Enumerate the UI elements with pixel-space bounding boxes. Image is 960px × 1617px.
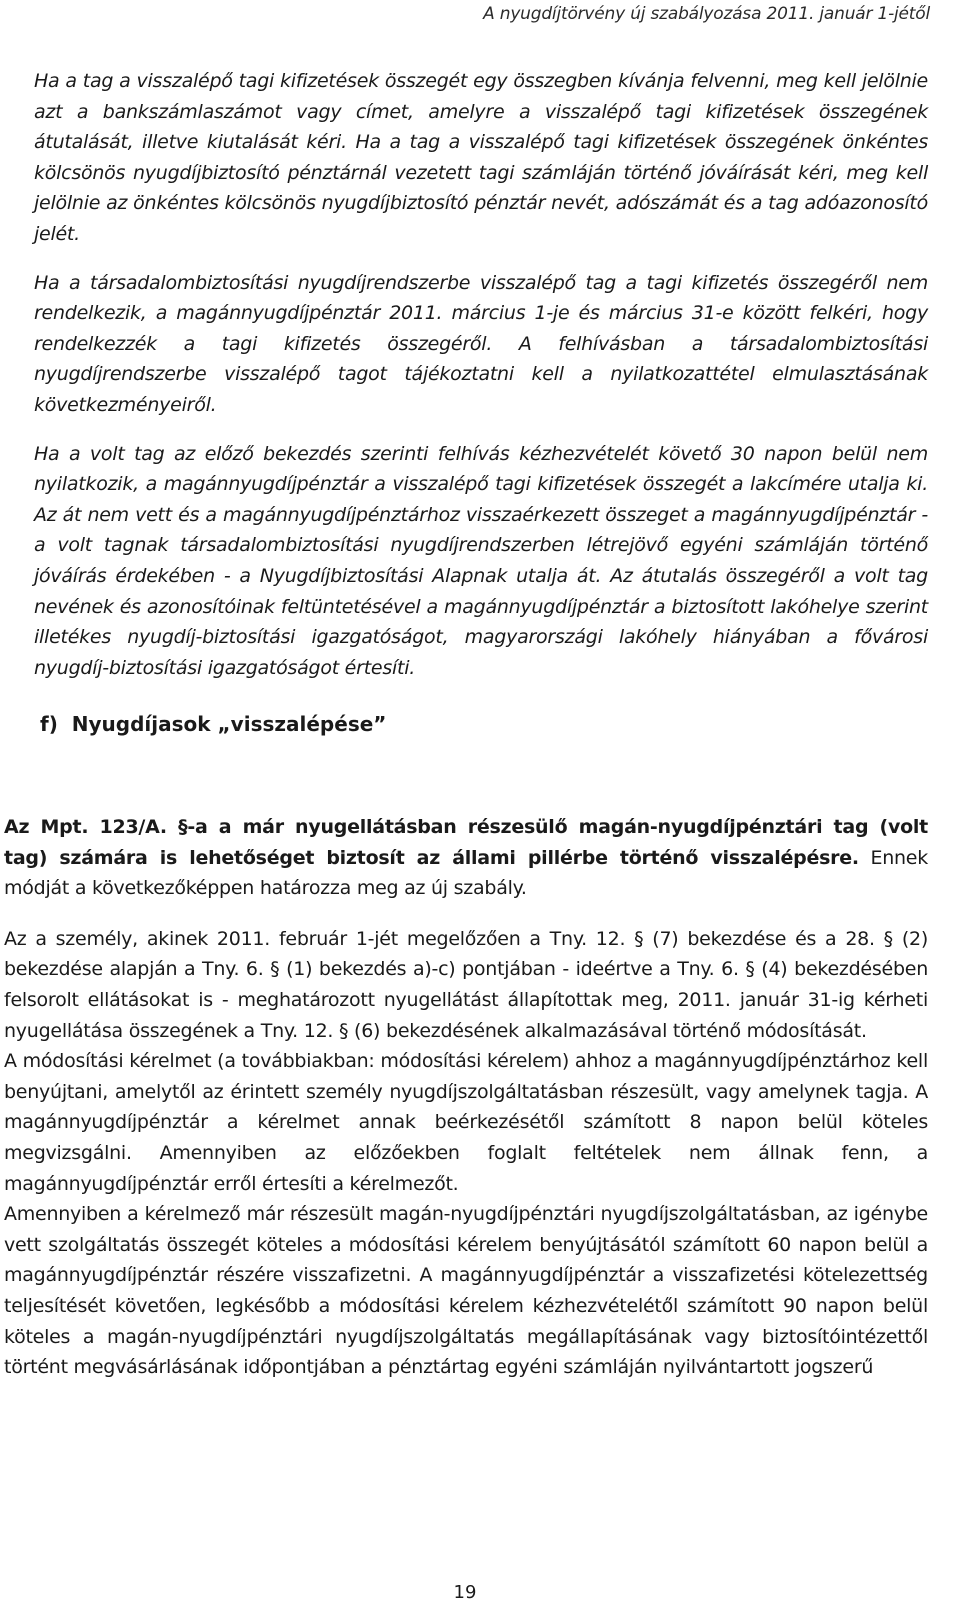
paragraph-mpt-intro (4, 812, 928, 904)
paragraph-no-disposition: Ha a társadalombiztosítási nyugdíjrendszerbe visszalépő tag a tagi kifizetés összegéről nem rendelkezik, a magánnyugdíjpénztár 2011. március 1-je és március 31-e között felkéri, hogy rendelkezzék a tagi kifizetés összegéről. A felhívásban a társadalombiztosítási nyugdíjrendszerbe visszalépő tagot tájékoztatni kell a nyilatkozattétel elmulasztásának következményeiről. (34, 271, 928, 416)
paragraph-modification-request: A módosítási kérelmet (a továbbiakban: módosítási kérelem) ahhoz a magánnyugdíjpénztárhoz kell benyújtani, amelytől az érintett személy nyugdíjszolgáltatásban részesült, vagy amelynek tagja. A magánnyugdíjpénztár a kérelmet annak beérkezésétől számított 8 napon belül köteles megvizsgálni. Amennyiben az előzőekben foglalt feltételek nem állnak fenn, a magánnyugdíjpénztár erről értesíti a kérelmezőt. (4, 1050, 928, 1195)
plain-paragraph-block (4, 812, 928, 1383)
paragraph-former-member: Ha a volt tag az előző bekezdés szerinti felhívás kézhezvételét követő 30 napon belül nem nyilatkozik, a magánnyugdíjpénztár a visszalépő tagi kifizetések összegét a lakcímére utalja ki. Az át nem vett és a magánnyugdíjpénztárhoz visszaérkezett összeget a magánnyugdíjpénztár - a volt tagnak társadalombiztosítási nyugdíjrendszerben létrejövő egyéni számláján történő jóváírás érdekében - a Nyugdíjbiztosítási Alapnak utalja át. Az átutalás összegéről a volt tag nevének és azonosítóinak feltüntetésével a magánnyugdíjpénztár a biztosított lakóhelye szerint illetékes nyugdíj-biztosítási igazgatóságot, magyarországi lakóhely hiányában a fővárosi nyugdíj-biztosítási igazgatóságot értesíti. (34, 442, 928, 679)
page-number: 19 (453, 1582, 477, 1603)
section-heading: f) Nyugdíjasok „visszalépése” (40, 712, 387, 737)
paragraph-withdrawal-payment: Ha a tag a visszalépő tagi kifizetések összegét egy összegben kívánja felvenni, meg kell jelölnie azt a bankszámlaszámot vagy címet, amelyre a visszalépő tagi kifizetések összegének átutalását, illetve kiutalását kéri. Ha a tag a visszalépő tagi kifizetések összegének önkéntes kölcsönös nyugdíjbiztosító pénztárnál vezetett tagi számláján történő jóváírását kéri, meg kell jelölnie az önkéntes kölcsönös nyugdíjbiztosító pénztár nevét, adószámát és a tag adóazonosító jelét. (34, 70, 928, 245)
mpt-rest-text: Ennek módját a következőképpen határozza meg az új szabály. (4, 846, 928, 900)
paragraph-repayment: Amennyiben a kérelmező már részesült magán-nyugdíjpénztári nyugdíjszolgáltatásban, az igénybe vett szolgáltatás összegét köteles a módosítási kérelem benyújtásától számított 60 napon belül a magánnyugdíjpénztár részére visszafizetni. A magánnyugdíjpénztár a visszafizetési kötelezettség teljesítését követően, legkésőbb a módosítási kérelem kézhezvételétől számított 90 napon belül köteles a magán-nyugdíjpénztári nyugdíjszolgáltatás megállapításának vagy biztosítóintézettől történt megvásárlásának időpontjában a pénztártag egyéni számláján nyilvántartott jogszerű (4, 1203, 928, 1379)
mpt-bold-text: Az Mpt. 123/A. §-a a már nyugellátásban részesülő magán-nyugdíjpénztári tag (volt tag) számára is lehetőséget biztosít az állami pillérbe történő visszalépésre. (4, 816, 928, 869)
running-header: A nyugdíjtörvény új szabályozása 2011. január 1-jétől (483, 4, 930, 24)
paragraph-eligible-person: Az a személy, akinek 2011. február 1-jét megelőzően a Tny. 12. § (7) bekezdése és a 28. § (2) bekezdése alapján a Tny. 6. § (1) bekezdés a)-c) pontjában - ideértve a Tny. 6. § (4) bekezdésében felsorolt ellátásokat is - meghatározott nyugellátást állapítottak meg, 2011. január 31-ig kérheti nyugellátása összegének a Tny. 12. § (6) bekezdésének alkalmazásával történő módosítását. (4, 927, 928, 1042)
italic-paragraph-block (34, 66, 928, 739)
